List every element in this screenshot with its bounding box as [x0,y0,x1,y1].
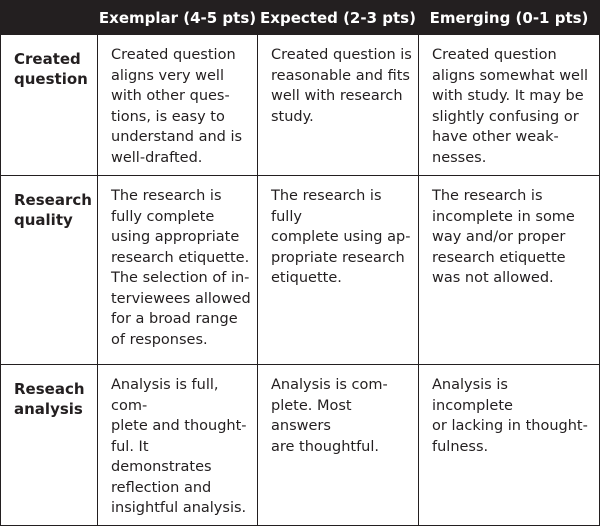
criterion-text: The research is fully complete using appropriate research etiquette. The selection of in- terviewees allowed for a broad range of responses. [111,188,251,348]
header-emerging: Emerging (0-1 pts) [419,1,600,35]
criterion-cell-expected [258,365,419,526]
rubric-row-research-quality [1,176,600,365]
row-label-cell [1,176,98,365]
criterion-cell-emerging [419,365,600,526]
criterion-text: The research is fully complete using ap- propriate research etiquette. [271,188,411,286]
row-label-cell [1,365,98,526]
criterion-text: Created question aligns somewhat well with study. It may be slightly confusing or have other weak- nesses. [432,47,589,166]
criterion-text: Created question is reasonable and fits well with research study. [271,47,412,125]
header-exemplar: Exemplar (4-5 pts) [98,1,258,35]
rubric-row-research-analysis [1,365,600,526]
row-label-cell [1,35,98,176]
criterion-text: The research is incomplete in some way and/or proper research etiquette was not allowed. [432,188,575,286]
criterion-cell-emerging [419,35,600,176]
header-row [1,1,600,35]
criterion-text: Analysis is full, com- plete and thought- ful. It demonstrates reflection and insightful analysis. [111,377,247,516]
rubric-header [1,1,600,35]
rubric-body [1,35,600,526]
row-label: Research quality [14,191,92,229]
criterion-cell-expected [258,176,419,365]
criterion-cell-exemplar [98,365,258,526]
rubric-row-created-question [1,35,600,176]
criterion-text: Analysis is com- plete. Most answers are thoughtful. [271,377,388,455]
criterion-text: Created question aligns very well with other ques- tions, is easy to understand and is well-drafted. [111,47,243,166]
criterion-cell-exemplar [98,176,258,365]
header-corner-cell [1,1,98,35]
row-label: Reseach analysis [14,380,85,418]
header-expected: Expected (2-3 pts) [258,1,419,35]
row-label: Created question [14,50,88,88]
criterion-text: Analysis is incomplete or lacking in thought- fulness. [432,377,588,455]
criterion-cell-expected [258,35,419,176]
criterion-cell-emerging [419,176,600,365]
criterion-cell-exemplar [98,35,258,176]
